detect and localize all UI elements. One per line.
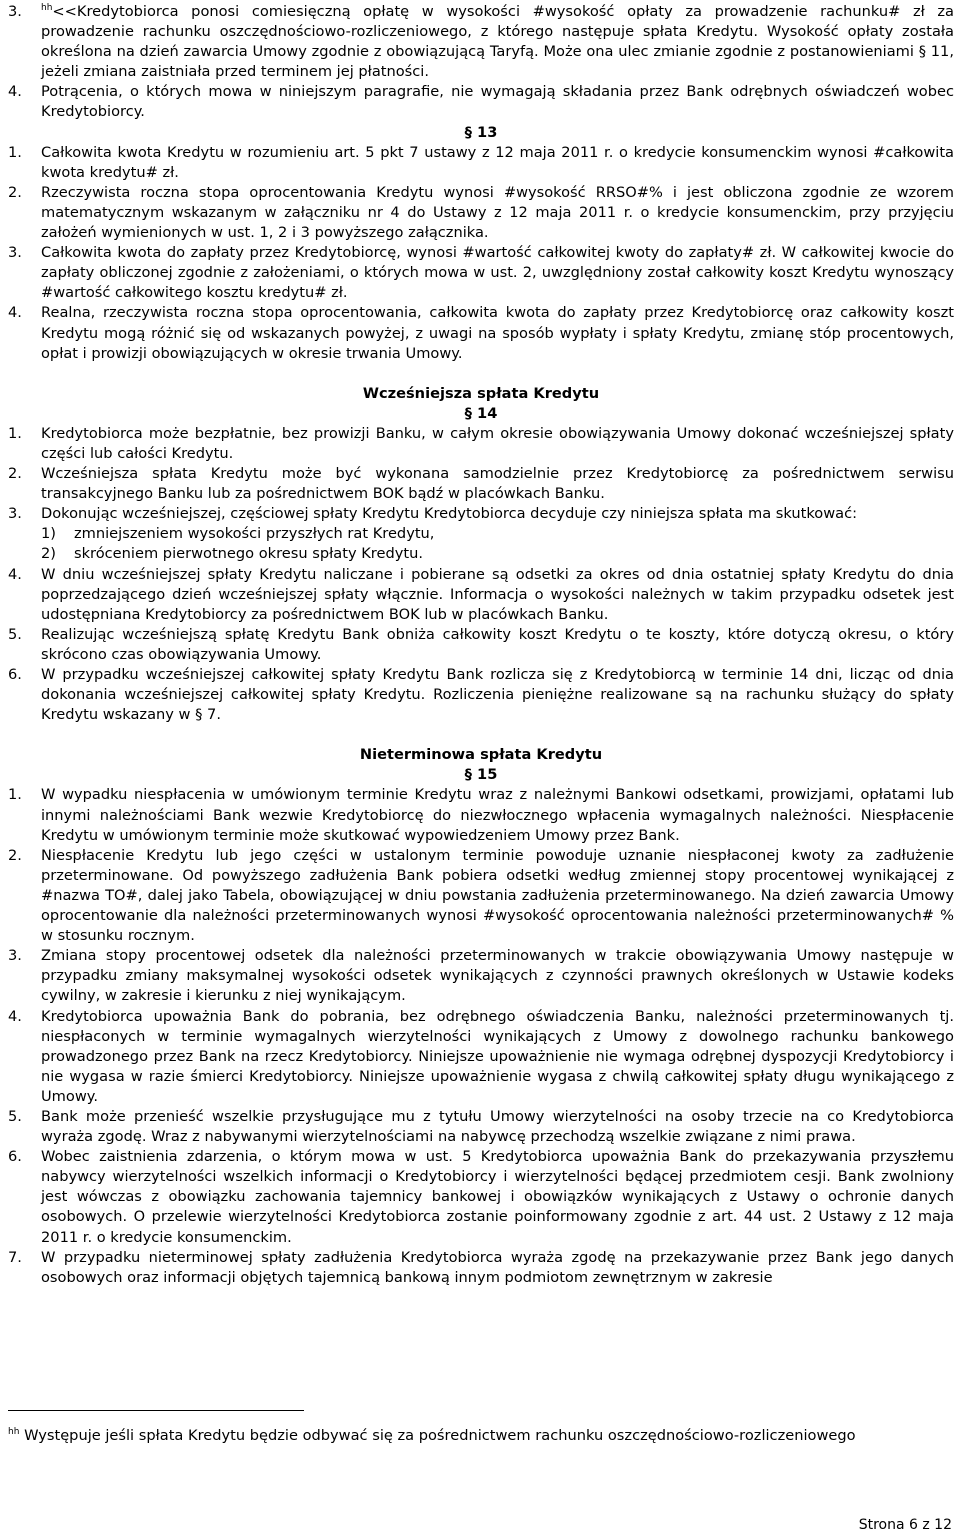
item-number: 4. (8, 565, 22, 583)
s14-item-5 (8, 625, 954, 665)
item-number: 5. (8, 1107, 22, 1125)
s14-item-6 (8, 665, 954, 725)
section-15-title: Nieterminowa spłata Kredytu (359, 746, 603, 764)
item-text: W wypadku niespłacenia w umówionym terminie Kredytu wraz z należnymi Bankowi odsetkami, prowizjami, opłatami lub innymi należnościami Bank wezwie Kredytobiorcę do niezwłocznego wpłacenia wymagalnych należności. Niespłacenie Kredytu w umówionym terminie może skutkować wypowiedzeniem Umowy przez Bank. (41, 786, 954, 844)
item-text: Realna, rzeczywista roczna stopa oprocentowania, całkowita kwota do zapłaty przez Kredytobiorcę oraz całkowity koszt Kredytu mogą różnić się od wskazanych powyżej, z uwagi na sposób wypłaty i spłaty Kredytu, zmianę stóp procentowych, opłat i prowizji obowiązujących w okresie trwania Umowy. (41, 304, 954, 362)
paragraph-4 (8, 82, 954, 122)
item-number: 1. (8, 786, 22, 804)
item-text: Rzeczywista roczna stopa oprocentowania Kredytu wynosi #wysokość RRSO#% i jest obliczona zgodnie ze wzorem matematycznym wskazanym w załączniku nr 4 do Ustawy z 12 maja 2011 r. o kredycie konsumenckim, przy przyjęciu założeń wymienionych w ust. 1, 2 i 3 powyższego załącznika. (41, 183, 954, 242)
item-number: 5. (8, 625, 22, 643)
s15-item-2 (8, 846, 954, 946)
subitem-text: skróceniem pierwotnego okresu spłaty Kredytu. (74, 545, 423, 563)
s14-subitem-1 (41, 524, 954, 544)
s14-item-4 (8, 565, 954, 625)
s13-item-4 (8, 303, 954, 363)
item-text: Niespłacenie Kredytu lub jego części w ustalonym terminie powoduje uznanie niespłaconej kwoty za zadłużenie przeterminowane. Od powyższego zadłużenia Bank pobiera odsetki według zmiennej stopy procentowej wynikającej z #nazwa TO#, dalej jako Tabela, obowiązującej w dniu powstania zadłużenia przeterminowanego. Na dzień zawarcia Umowy oprocentowanie dla należności przeterminowanych wynosi #wysokość oprocentowania należności przeterminowanych# % w stosunku rocznym. (41, 846, 954, 945)
s15-item-6 (8, 1147, 954, 1247)
item-number: 4. (8, 1007, 22, 1025)
item-text: Potrącenia, o których mowa w niniejszym paragrafie, nie wymagają składania przez Bank odrębnych oświadczeń wobec Kredytobiorcy. (41, 83, 954, 121)
item-text: W dniu wcześniejszej spłaty Kredytu naliczane i pobierane są odsetki za okres od dnia ostatniej spłaty Kredytu do dnia poprzedzającego dzień wcześniejszej spłaty włącznie. Informacja o wysokości należnych w takim przypadku odsetek jest udostępniana Kredytobiorcy za pośrednictwem BOK lub w placówkach Banku. (41, 565, 954, 623)
section-13-heading: § 13 (464, 123, 498, 141)
item-text: Realizując wcześniejszą spłatę Kredytu Bank obniża całkowity koszt Kredytu o te koszty, które dotyczą okresu, o który skrócono czas obowiązywania Umowy. (41, 625, 954, 663)
footnote-marker: hh (41, 3, 53, 14)
subitem-text: zmniejszeniem wysokości przyszłych rat Kredytu, (74, 525, 435, 543)
s13-item-3 (8, 243, 954, 303)
item-number: 1. (8, 143, 22, 161)
item-text: Całkowita kwota do zapłaty przez Kredytobiorcę, wynosi #wartość całkowitej kwoty do zapłaty# zł. W całkowitej kwocie do zapłaty obliczonej zgodnie z założeniami, o których mowa w ust. 2, uwzględniony został całkowity koszt Kredytu wynoszący #wartość całkowitego kosztu kredytu# zł. (41, 244, 954, 302)
item-number: 3. (8, 505, 22, 523)
page-number: Strona 6 z 12 (858, 1517, 952, 1533)
item-number: 2. (8, 846, 22, 864)
item-text: Wcześniejsza spłata Kredytu może być wykonana samodzielnie przez Kredytobiorcę za pośrednictwem serwisu transakcyjnego Banku lub za pośrednictwem BOK bądź w placówkach Banku. (41, 465, 954, 503)
item-text: Dokonując wcześniejszej, częściowej spłaty Kredytu Kredytobiorca decyduje czy niniejsza spłata ma skutkować: (41, 505, 858, 523)
s15-item-3 (8, 946, 954, 1006)
item-number: 1. (8, 424, 22, 442)
paragraph-3 (8, 2, 954, 82)
item-number: 2. (8, 183, 22, 201)
section-15-heading: § 15 (464, 766, 498, 784)
subitem-number: 2) (41, 545, 56, 563)
s15-item-5 (8, 1107, 954, 1147)
s15-item-7 (8, 1248, 954, 1288)
s13-item-1 (8, 143, 954, 183)
item-number: 3. (8, 3, 22, 20)
item-number: 4. (8, 304, 22, 322)
item-text: Zmiana stopy procentowej odsetek dla należności przeterminowanych w trakcie obowiązywania Umowy następuje w przypadku zmiany maksymalnej wysokości odsetek wynikających z czynności prawnych określonych w Ustawie kodeks cywilny, w zakresie i kierunku z niej wynikającym. (41, 947, 954, 1005)
s14-item-1 (8, 424, 954, 464)
s14-item-2 (8, 464, 954, 504)
item-number: 6. (8, 1148, 22, 1166)
item-number: 7. (8, 1248, 22, 1266)
footnote-divider (8, 1410, 304, 1411)
item-text: $^{hh}$<<Kredytobiorca ponosi comiesięczną opłatę w wysokości #wysokość opłaty za prowadzenie rachunku# zł za prowadzenie rachunku oszczędnościowo-rozliczeniowego, z którego następuje spłata Kredytu. Wysokość opłaty została określona na dzień zawarcia Umowy zgodnie z obowiązującą Taryfą. Może ona ulec zmianie zgodnie z postanowieniami § 11, jeżeli zmiana zaistniała przed terminem jej płatności. (41, 3, 954, 81)
item-number: 2. (8, 465, 22, 483)
s14-subitem-2 (41, 544, 954, 564)
footnote-text: Występuje jeśli spłata Kredytu będzie odbywać się za pośrednictwem rachunku oszczędnościowo-rozliczeniowego (24, 1427, 856, 1444)
subitem-number: 1) (41, 525, 56, 543)
item-number: 4. (8, 83, 22, 101)
item-number: 3. (8, 947, 22, 965)
item-number: 6. (8, 666, 22, 683)
item-text: W przypadku nieterminowej spłaty zadłużenia Kredytobiorca wyraża zgodę na przekazywanie przez Bank jego danych osobowych oraz informacji objętych tajemnicą bankową innym podmiotom zewnętrznym w zakresie (41, 1248, 954, 1286)
s15-item-1 (8, 785, 954, 845)
section-14-heading: § 14 (464, 404, 498, 422)
footnote-marker: hh (8, 1427, 20, 1438)
item-text: Kredytobiorca upoważnia Bank do pobrania, bez odrębnego oświadczenia Banku, należności przeterminowanych tj. niespłaconych w terminie wymagalnych wierzytelności wynikających z Umowy z dowolnego rachunku bankowego prowadzonego przez Bank na rzecz Kredytobiorcy. Niniejsze upoważnienie nie wymaga odrębnej dyspozycji Kredytobiorcy i nie wygasa w razie śmierci Kredytobiorcy. Niniejsze upoważnienie wygasa z chwilą całkowitej spłaty długu wynikającego z Umowy. (41, 1007, 954, 1105)
footnote (8, 1426, 868, 1446)
item-text: Kredytobiorca może bezpłatnie, bez prowizji Banku, w całym okresie obowiązywania Umowy dokonać wcześniejszej spłaty części lub całości Kredytu. (41, 424, 954, 462)
s14-item-3 (8, 504, 954, 524)
item-text: W przypadku wcześniejszej całkowitej spłaty Kredytu Bank rozlicza się z Kredytobiorcą w terminie 14 dni, licząc od dnia dokonania wcześniejszej całkowitej spłaty Kredytu. Rozliczenia pieniężne realizowane są na rachunku służący do spłaty Kredytu wskazany w § 7. (41, 666, 954, 724)
item-text: Bank może przenieść wszelkie przysługujące mu z tytułu Umowy wierzytelności na osoby trzecie na co Kredytobiorca wyraża zgodę. Wraz z nabywanymi wierzytelnościami na nabywcę przechodzą wszelkie związane z nimi prawa. (41, 1107, 954, 1146)
s13-item-2 (8, 183, 954, 243)
item-text: Wobec zaistnienia zdarzenia, o którym mowa w ust. 5 Kredytobiorca upoważnia Bank do przekazywania przyszłemu nabywcy wierzytelności wszelkich informacji o Kredytobiorcy i wierzytelności będącej przedmiotem cesji. Bank zwolniony jest wówczas z obowiązku zachowania tajemnicy bankowej i obowiązków wynikających z Ustawy o ochronie danych osobowych. O przelewie wierzytelności Kredytobiorca zostanie poinformowany zgodnie z art. 44 ust. 2 Ustawy z 12 maja 2011 r. o kredycie konsumenckim. (41, 1148, 954, 1246)
document-body (8, 2, 954, 1288)
item-text: Całkowita kwota Kredytu w rozumieniu art. 5 pkt 7 ustawy z 12 maja 2011 r. o kredycie konsumenckim wynosi #całkowita kwota kredytu# zł. (41, 143, 954, 181)
section-14-title: Wcześniejsza spłata Kredytu (362, 384, 600, 402)
s15-item-4 (8, 1007, 954, 1107)
item-number: 3. (8, 244, 22, 262)
